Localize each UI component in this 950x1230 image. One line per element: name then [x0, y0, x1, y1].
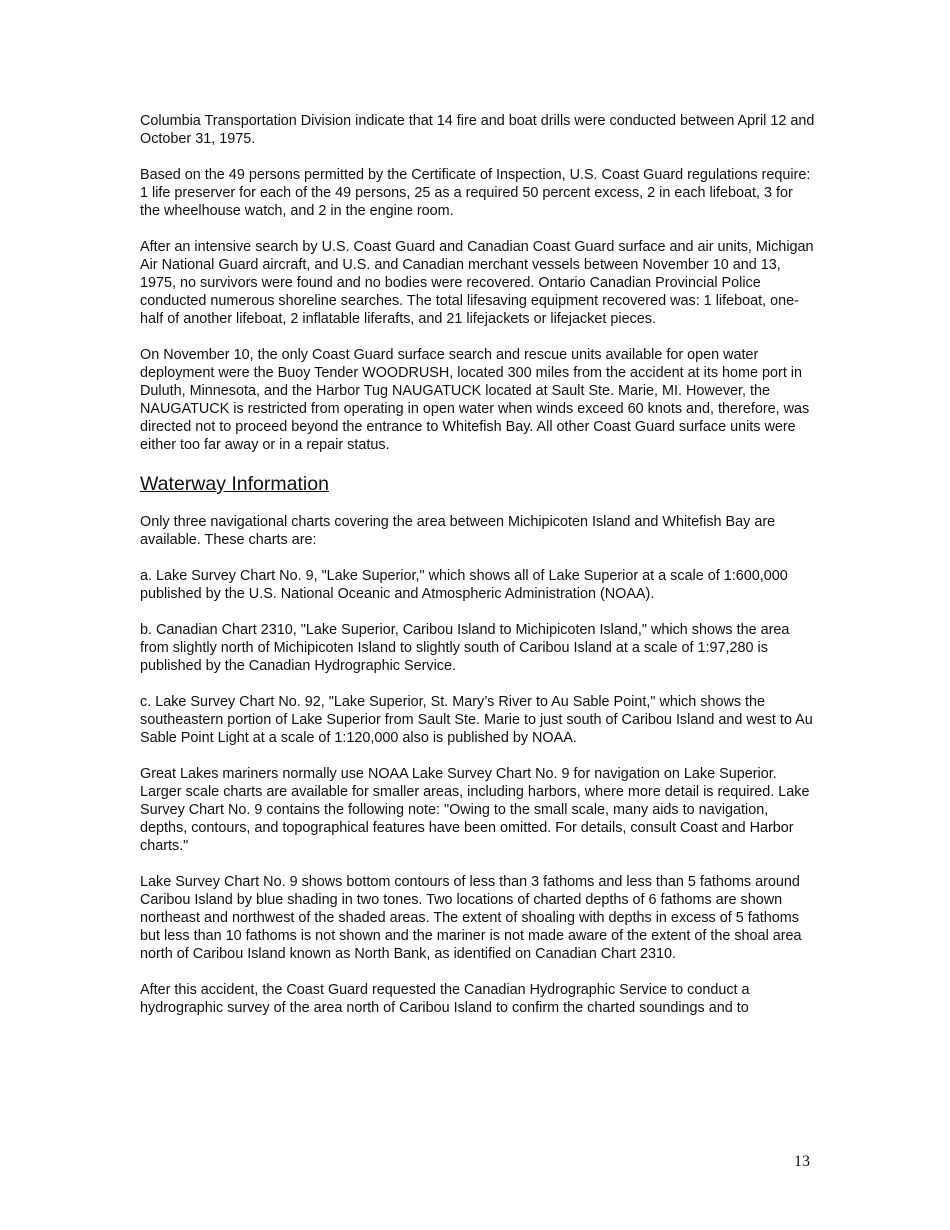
page-body: [140, 112, 815, 1035]
page-number: 13: [794, 1153, 810, 1170]
paragraph-search-results: After an intensive search by U.S. Coast Guard and Canadian Coast Guard surface and air units, Michigan Air National Guard aircraft, and U.S. and Canadian merchant vessels between November 10 and 13, 1975, no survivors were found and no bodies were recovered. Ontario Canadian Provincial Police conducted numerous shoreline searches. The total lifesaving equipment recovered was: 1 lifeboat, one-half of another lifeboat, 2 inflatable liferafts, and 21 lifejackets or lifejacket pieces.: [140, 239, 814, 327]
paragraph-life-preservers: Based on the 49 persons permitted by the Certificate of Inspection, U.S. Coast Guard regulations require: 1 life preserver for each of the 49 persons, 25 as a required 50 percent excess, 2 in each lifeboat, 3 for the wheelhouse watch, and 2 in the engine room.: [140, 167, 811, 219]
section-heading: Waterway Information: [140, 473, 329, 495]
paragraph-charts-intro: Only three navigational charts covering the area between Michipicoten Island and Whitefish Bay are available. These charts are:: [140, 514, 776, 548]
paragraph-chart-c: c. Lake Survey Chart No. 92, "Lake Superior, St. Mary’s River to Au Sable Point," which shows the southeastern portion of Lake Superior from Sault Ste. Marie to just south of Caribou Island and west to Au Sable Point Light at a scale of 1:120,000 also is published by NOAA.: [140, 694, 813, 746]
paragraph-drill-records: Columbia Transportation Division indicate that 14 fire and boat drills were conducted between April 12 and October 31, 1975.: [140, 113, 815, 147]
paragraph-chart-a: a. Lake Survey Chart No. 9, "Lake Superior," which shows all of Lake Superior at a scale of 1:600,000 published by the U.S. National Oceanic and Atmospheric Administration (NOAA).: [140, 568, 788, 602]
paragraph-chart-usage: Great Lakes mariners normally use NOAA Lake Survey Chart No. 9 for navigation on Lake Superior. Larger scale charts are available for smaller areas, including harbors, where more detail is required. Lake Survey Chart No. 9 contains the following note: "Owing to the small scale, many aids to navigation, depths, contours, and topographical features have been omitted. For details, consult Coast and Harbor charts.": [140, 766, 810, 854]
paragraph-bottom-contours: Lake Survey Chart No. 9 shows bottom contours of less than 3 fathoms and less than 5 fathoms around Caribou Island by blue shading in two tones. Two locations of charted depths of 6 fathoms are shown northeast and northwest of the shaded areas. The extent of shoaling with depths in excess of 5 fathoms but less than 10 fathoms is not shown and the mariner is not made aware of the extent of the shoal area north of Caribou Island known as North Bank, as identified on Canadian Chart 2310.: [140, 874, 802, 962]
paragraph-hydrographic-survey: After this accident, the Coast Guard requested the Canadian Hydrographic Service to conduct a hydrographic survey of the area north of Caribou Island to confirm the charted soundings and to: [140, 982, 750, 1016]
paragraph-rescue-units: On November 10, the only Coast Guard surface search and rescue units available for open water deployment were the Buoy Tender WOODRUSH, located 300 miles from the accident at its home port in Duluth, Minnesota, and the Harbor Tug NAUGATUCK located at Sault Ste. Marie, MI. However, the NAUGATUCK is restricted from operating in open water when winds exceed 60 knots and, therefore, was directed not to proceed beyond the entrance to Whitefish Bay. All other Coast Guard surface units were either too far away or in a repair status.: [140, 347, 810, 453]
paragraph-chart-b: b. Canadian Chart 2310, "Lake Superior, Caribou Island to Michipicoten Island," which shows the area from slightly north of Michipicoten Island to slightly south of Caribou Island at a scale of 1:97,280 is published by the Canadian Hydrographic Service.: [140, 622, 790, 674]
